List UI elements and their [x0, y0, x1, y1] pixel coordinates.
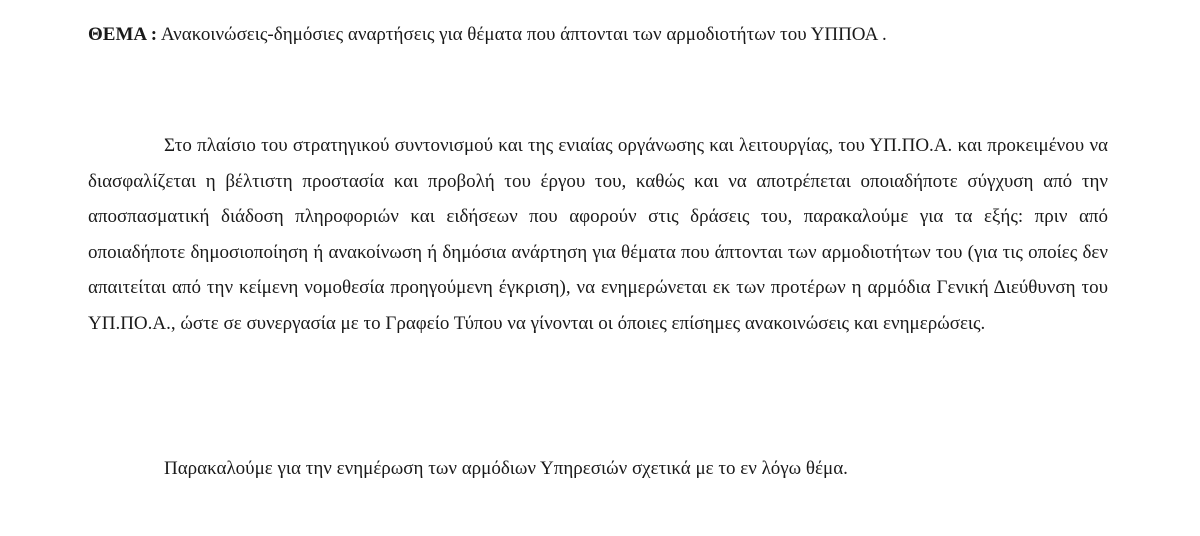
subject-label: ΘΕΜΑ :	[88, 24, 158, 45]
closing-paragraph: Παρακαλούμε για την ενημέρωση των αρμόδιων Υπηρεσιών σχετικά με το εν λόγω θέμα.	[164, 458, 848, 479]
subject-text: Ανακοινώσεις-δημόσιες αναρτήσεις για θέματα που άπτονται των αρμοδιοτήτων του ΥΠΠΟΑ .	[160, 24, 887, 45]
body-paragraph: Στο πλαίσιο του στρατηγικού συντονισμού και της ενιαίας οργάνωσης και λειτουργίας, του ΥΠ.ΠΟ.Α. και προκειμένου να διασφαλίζεται η βέλτιστη προστασία και προβολή του έργου του, καθώς και να αποτρέπεται οποιαδήποτε σύγχυση από την αποσπασματική διάδοση πληροφοριών και ειδήσεων που αφορούν στις δράσεις του, παρακαλούμε για τα εξής: πριν από οποιαδήποτε δημοσιοποίηση ή ανακοίνωση ή δημόσια ανάρτηση για θέματα που άπτονται των αρμοδιοτήτων του (για τις οποίες δεν απαιτείται από την κείμενη νομοθεσία προηγούμενη έγκριση), να ενημερώνεται εκ των προτέρων η αρμόδια Γενική Διεύθυνση του ΥΠ.ΠΟ.Α., ώστε σε συνεργασία με το Γραφείο Τύπου να γίνονται οι όποιες επίσημες ανακοινώσεις και ενημερώσεις.	[88, 135, 1108, 334]
subject-line	[88, 22, 887, 48]
